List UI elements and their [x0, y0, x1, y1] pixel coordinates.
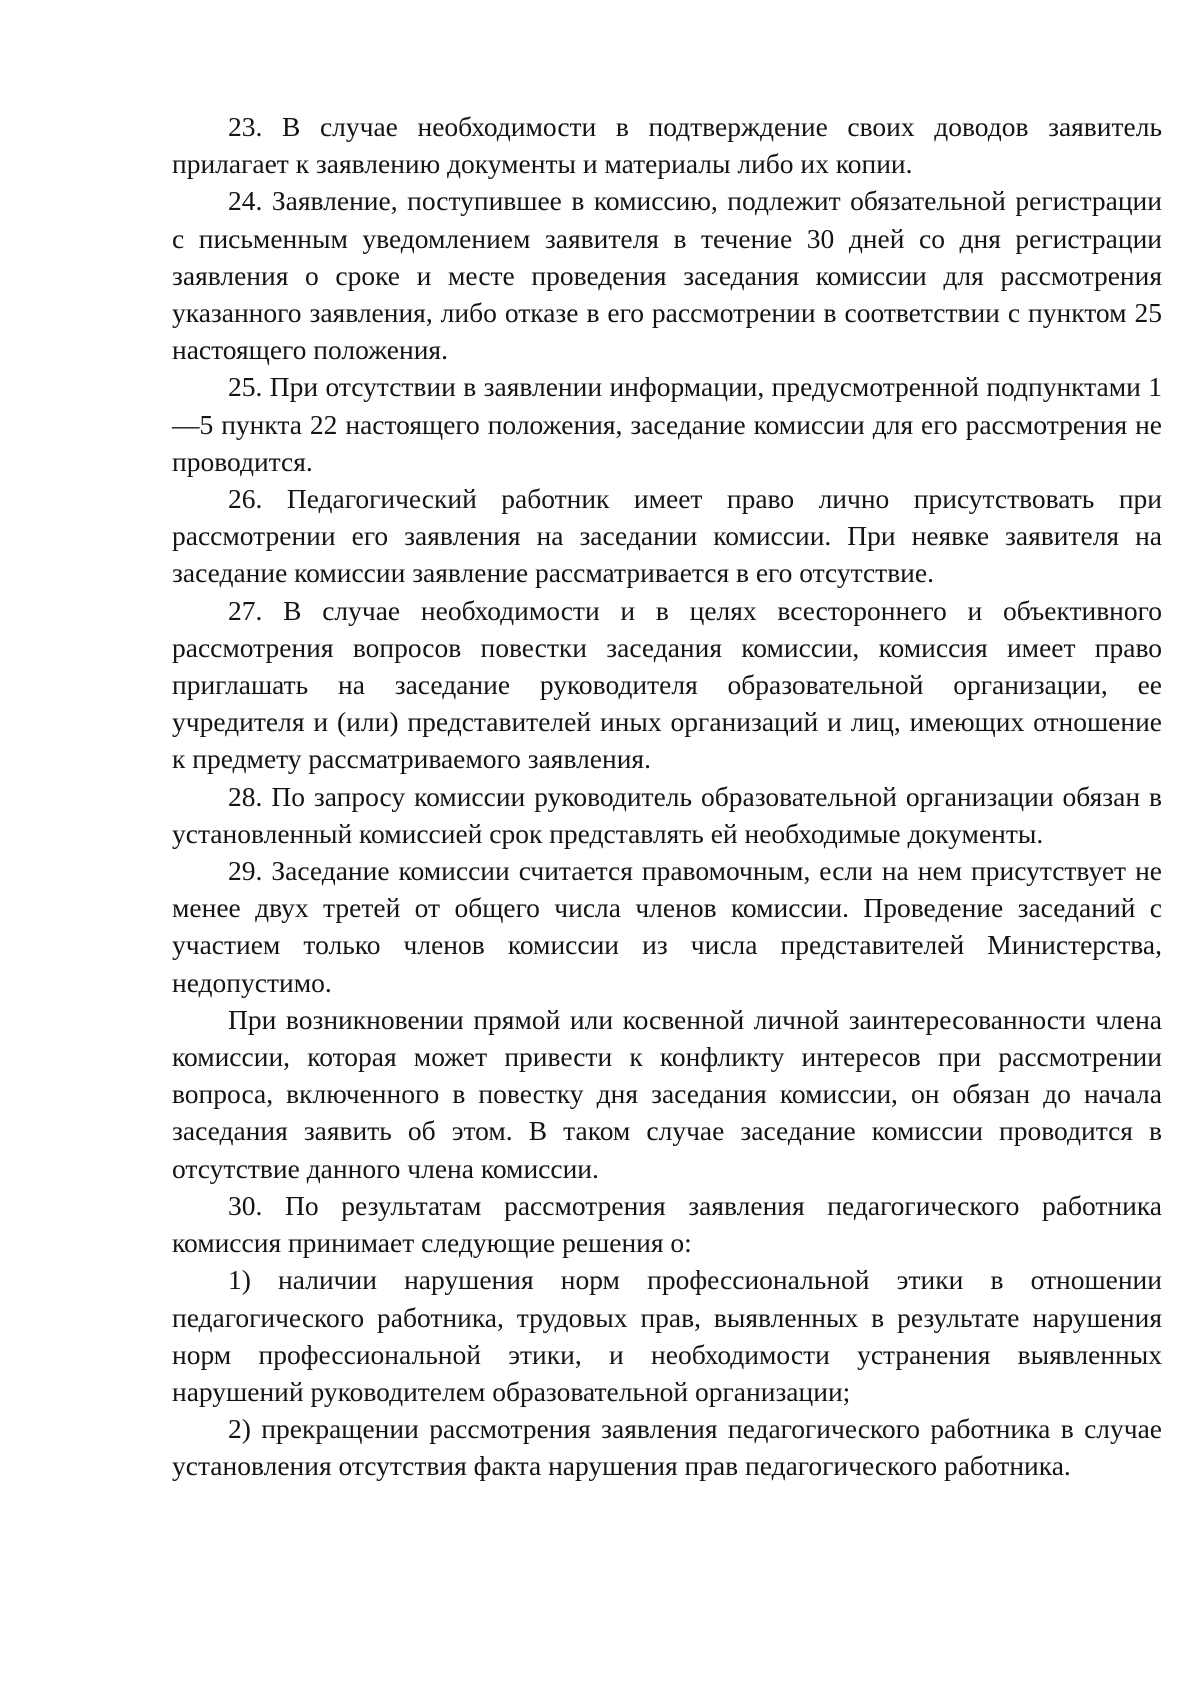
paragraph-25: 25. При отсутствии в заявлении информации, предусмотренной подпунктами 1—5 пункта 22 настоящего положения, заседание комиссии для его рассмотрения не проводится.: [172, 371, 1162, 477]
paragraph-26: 26. Педагогический работник имеет право лично присутствовать при рассмотрении его заявления на заседании комиссии. При неявке заявителя на заседание комиссии заявление рассматривается в его отсутствие.: [172, 483, 1162, 589]
paragraph-24: 24. Заявление, поступившее в комиссию, подлежит обязательной регистрации с письменным уведомлением заявителя в течение 30 дней со дня регистрации заявления о сроке и месте проведения заседания комиссии для рассмотрения указанного заявления, либо отказе в его рассмотрении в соответствии с пунктом 25 настоящего положения.: [172, 185, 1162, 366]
paragraph-23: 23. В случае необходимости в подтверждение своих доводов заявитель прилагает к заявлению документы и материалы либо их копии.: [172, 111, 1162, 180]
paragraph-30-item-1: 1) наличии нарушения норм профессиональной этики в отношении педагогического работника, трудовых прав, выявленных в результате нарушения норм профессиональной этики, и необходимости устранения выявленных нарушений руководителем образовательной организации;: [172, 1264, 1162, 1407]
paragraph-29-conflict: При возникновении прямой или косвенной личной заинтересованности члена комиссии, которая может привести к конфликту интересов при рассмотрении вопроса, включенного в повестку дня заседания комиссии, он обязан до начала заседания заявить об этом. В таком случае заседание комиссии проводится в отсутствие данного члена комиссии.: [172, 1003, 1162, 1184]
paragraph-30: 30. По результатам рассмотрения заявления педагогического работника комиссия принимает следующие решения о:: [172, 1189, 1162, 1259]
paragraph-29: 29. Заседание комиссии считается правомочным, если на нем присутствует не менее двух третей от общего числа членов комиссии. Проведение заседаний с участием только членов комиссии из числа представителей Министерства, недопустимо.: [172, 855, 1162, 998]
paragraph-30-item-2: 2) прекращении рассмотрения заявления педагогического работника в случае установления отсутствия факта нарушения прав педагогического работника.: [172, 1413, 1162, 1482]
document-page: [172, 108, 1162, 1485]
paragraph-27: 27. В случае необходимости и в целях всестороннего и объективного рассмотрения вопросов повестки заседания комиссии, комиссия имеет право приглашать на заседание руководителя образовательной организации, ее учредителя и (или) представителей иных организаций и лиц, имеющих отношение к предмету рассматриваемого заявления.: [172, 594, 1162, 775]
paragraph-28: 28. По запросу комиссии руководитель образовательной организации обязан в установленный комиссией срок представлять ей необходимые документы.: [172, 780, 1162, 849]
